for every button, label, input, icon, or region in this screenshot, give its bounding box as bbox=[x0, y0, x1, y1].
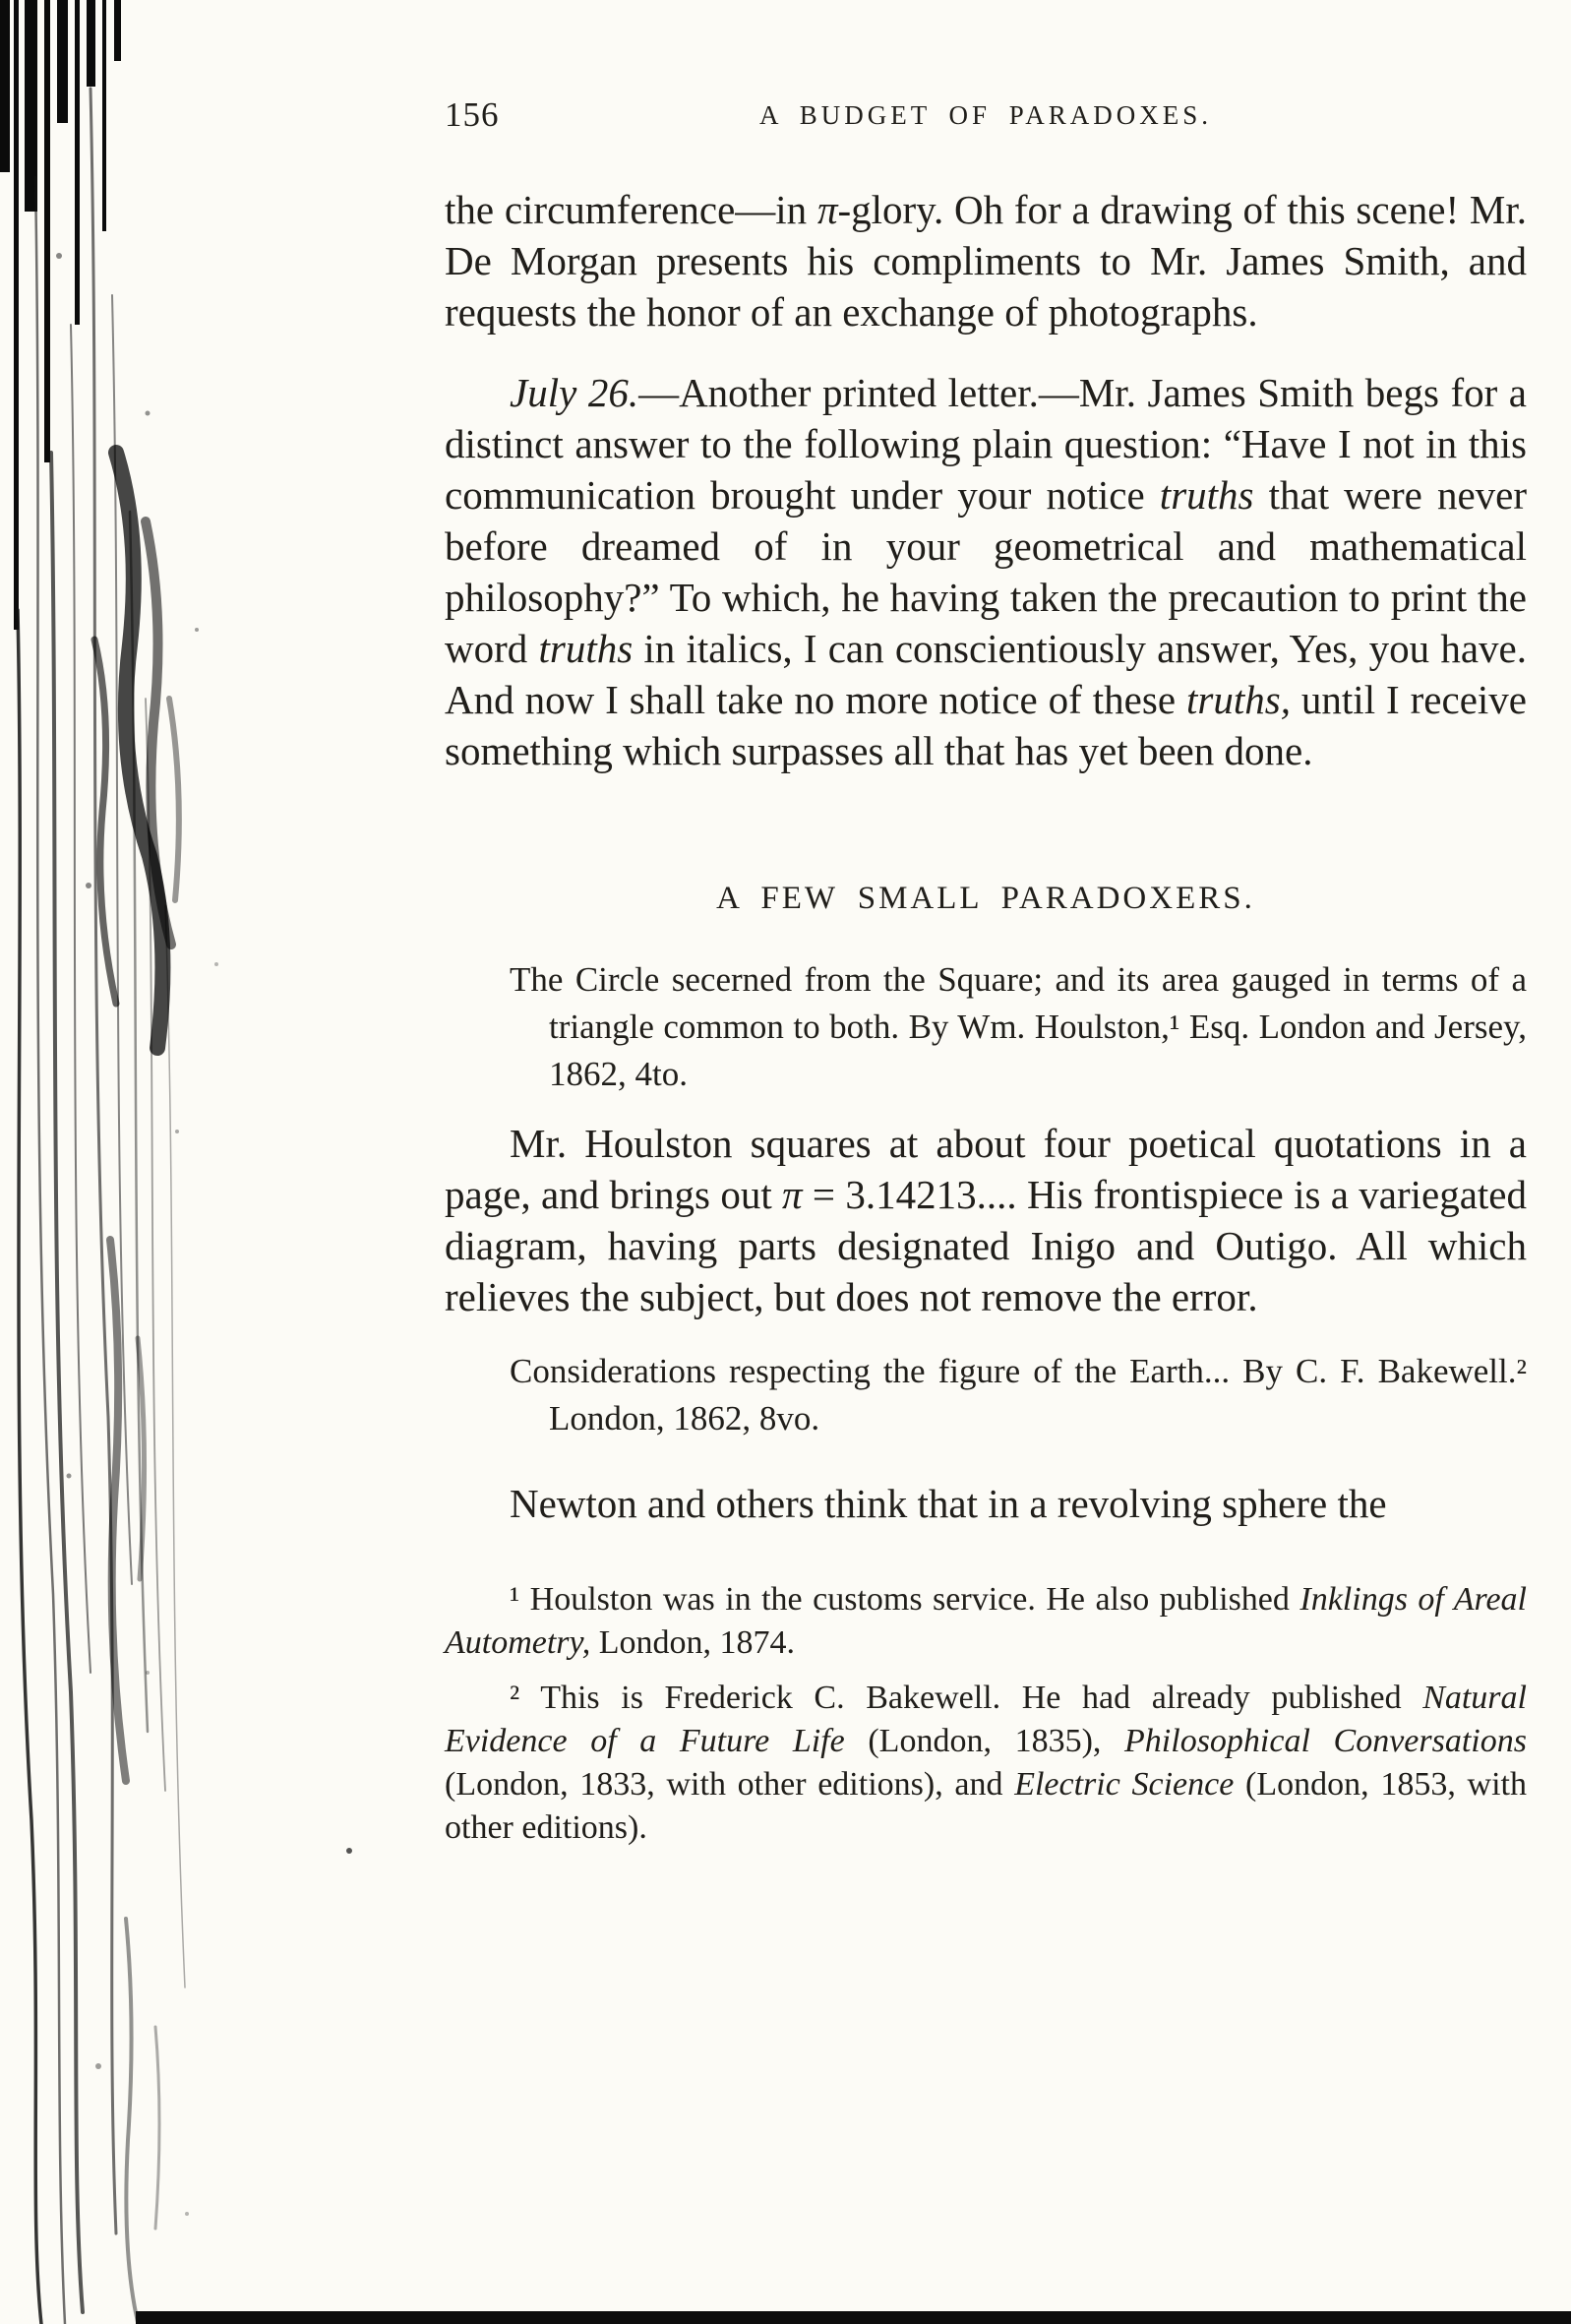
page-number: 156 bbox=[445, 95, 500, 134]
footnote-1: ¹ Houlston was in the customs service. He also published Inklings of Areal Autometry, London, 1874. bbox=[445, 1581, 1527, 1661]
running-title: A BUDGET OF PARADOXES. bbox=[758, 100, 1213, 130]
paragraph-houlston: Mr. Houlston squares at about four poetical quotations in a page, and brings out π = 3.14213.... His frontispiece is a variegated diagram, having parts designated Inigo and Outigo. All which relieves the subject, but does not remove the error. bbox=[445, 1121, 1527, 1319]
scan-speck-artifact bbox=[346, 1848, 352, 1854]
paragraph-newton: Newton and others think that in a revolving sphere the bbox=[510, 1481, 1387, 1526]
paragraph-july-26: July 26.—Another printed letter.—Mr. James Smith begs for a distinct answer to the following plain question: “Have I not in this communication brought under your notice truths that were never before dreamed of in your geometrical and mathematical philosophy?” To which, he having taken the precaution to print the word truths in italics, I can conscientiously answer, Yes, you have. And now I shall take no more notice of these truths, until I receive something which surpasses all that has yet been done. bbox=[445, 370, 1528, 773]
scan-bottom-edge-artifact bbox=[136, 2311, 1571, 2324]
bibliography-entry-bakewell: Considerations respecting the figure of the Earth... By C. F. Bakewell.² London, 1862, 8vo. bbox=[510, 1352, 1527, 1437]
bibliography-entry-houlston: The Circle secerned from the Square; and its area gauged in terms of a triangle common to both. By Wm. Houlston,¹ Esq. London and Jersey, 1862, 4to. bbox=[510, 960, 1527, 1093]
running-header bbox=[445, 93, 1527, 141]
text-column bbox=[445, 93, 1527, 1850]
section-heading: A FEW SMALL PARADOXERS. bbox=[716, 881, 1255, 916]
footnote-2: ² This is Frederick C. Bakewell. He had already published Natural Evidence of a Future Life (London, 1835), Philosophical Conversations (London, 1833, with other editions), and Electric Science (London, 1853, with other editions). bbox=[445, 1680, 1527, 1846]
scan-gutter-artifact bbox=[0, 0, 266, 2324]
footnotes bbox=[445, 1578, 1527, 1850]
paragraph-circumference: the circumference—in π-glory. Oh for a drawing of this scene! Mr. De Morgan presents his compliments to Mr. James Smith, and requests the honor of an exchange of photographs. bbox=[445, 187, 1527, 335]
